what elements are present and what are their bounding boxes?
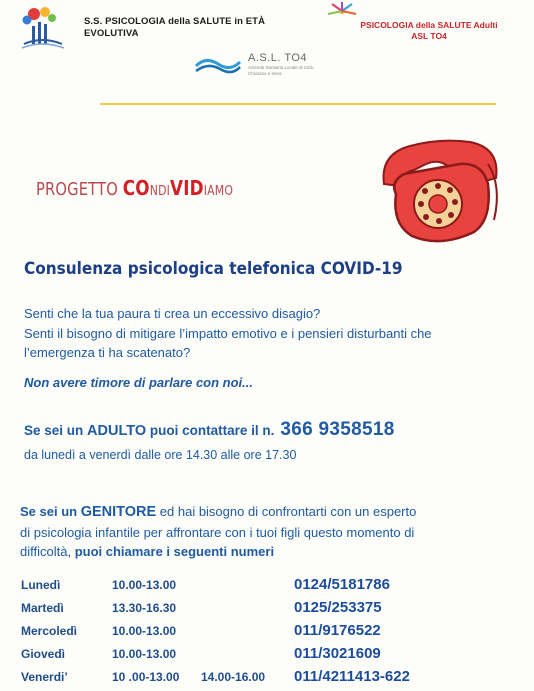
schedule-day: Mercoledì <box>21 624 78 638</box>
schedule-time: 10.00-13.00 <box>112 647 177 661</box>
reassurance-text: Non avere timore di parlare con noi... <box>24 375 254 390</box>
org-right-name: PSICOLOGIA della SALUTE Adulti ASL TO4 <box>360 20 498 41</box>
adult-phone-number[interactable]: 366 9358518 <box>280 419 395 440</box>
schedule-time: 13.30-16.30 <box>112 601 177 615</box>
adult-contact: Se sei un ADULTO puoi contattare il n. 366 9358518 <box>24 419 395 440</box>
schedule-table <box>21 575 521 690</box>
schedule-row-tuesday <box>21 598 521 621</box>
asl-wave-logo <box>194 52 242 76</box>
project-title: PROGETTO CONDIVIDIAMO <box>36 176 234 200</box>
asl-subtitle: Azienda Sanitaria Locale di Ciriè, Chivasso e Ivrea <box>248 65 315 76</box>
schedule-day: Venerdi’ <box>21 670 68 684</box>
adult-psychology-logo <box>322 2 362 22</box>
schedule-phone[interactable]: 0124/5181786 <box>294 576 390 593</box>
org-left-name: S.S. PSICOLOGIA della SALUTE in ETÀ EVOLUTIVA <box>84 16 266 39</box>
schedule-phone[interactable]: 011/3021609 <box>294 645 381 662</box>
schedule-time: 10.00-13.00 <box>112 578 177 592</box>
schedule-time-afternoon: 14.00-16.00 <box>201 670 266 684</box>
schedule-row-thursday <box>21 644 521 667</box>
asl-title: A.S.L. TO4 <box>248 52 308 64</box>
schedule-day: Lunedì <box>21 578 61 592</box>
adult-hours: da lunedì a venerdì dalle ore 14.30 alle ore 17.30 <box>24 448 297 462</box>
schedule-time: 10 .00-13.00 <box>112 670 180 684</box>
intro-text: Senti che la tua paura ti crea un eccessivo disagio? Senti il bisogno di mitigare l’impatto emotivo e i pensieri disturbanti che l’emergenza ti ha scatenato? <box>24 306 432 360</box>
schedule-row-monday <box>21 575 521 598</box>
header-divider <box>100 103 496 105</box>
schedule-phone[interactable]: 0125/253375 <box>294 599 382 616</box>
schedule-row-friday <box>21 667 521 690</box>
schedule-row-wednesday <box>21 621 521 644</box>
schedule-phone[interactable]: 011/9176522 <box>294 622 381 639</box>
headline: Consulenza psicologica telefonica COVID-19 <box>24 259 403 279</box>
schedule-day: Giovedì <box>21 647 66 661</box>
schedule-day: Martedì <box>21 601 64 615</box>
parent-text: Se sei un GENITORE ed hai bisogno di confrontarti con un esperto di psicologia infantile per affrontare con i tuoi figli questo momento di difficoltà, puoi chiamare i seguenti numeri <box>20 504 417 559</box>
schedule-phone[interactable]: 011/4211413-622 <box>294 668 410 685</box>
telephone-icon <box>370 124 508 248</box>
child-psychology-logo <box>18 6 66 50</box>
schedule-time: 10.00-13.00 <box>112 624 177 638</box>
